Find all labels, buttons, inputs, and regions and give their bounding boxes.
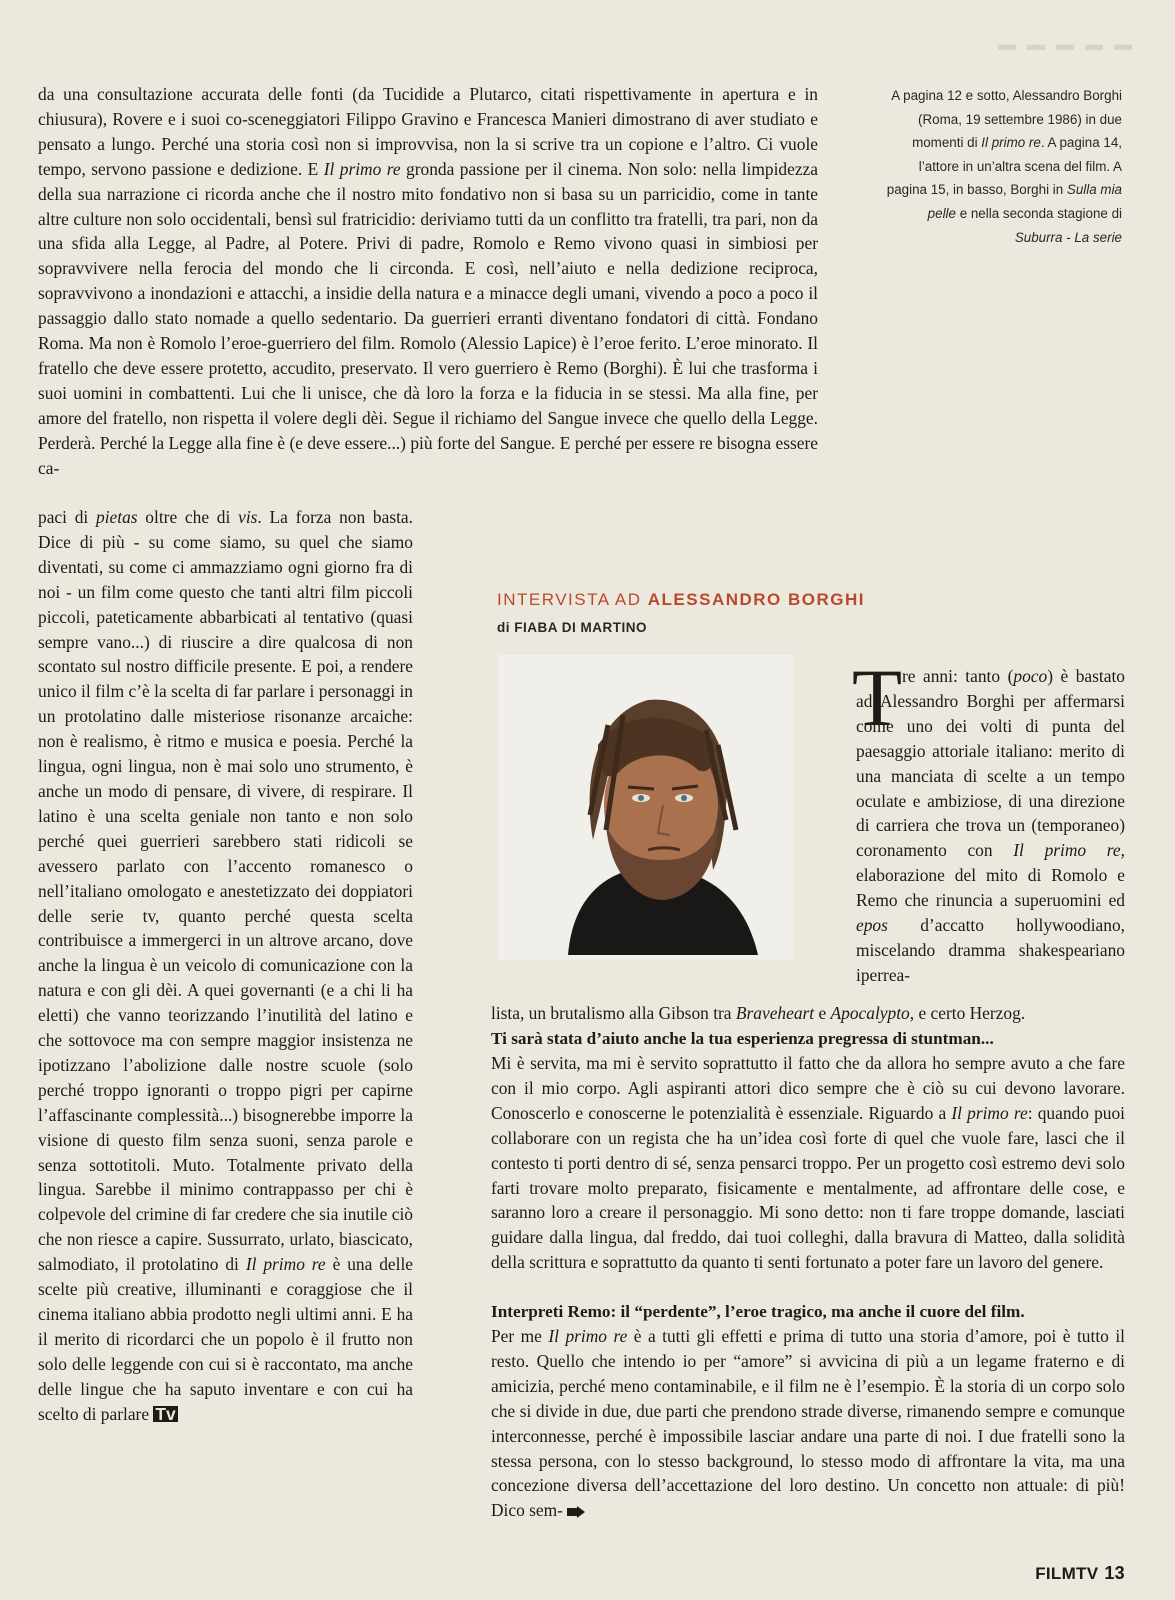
text-run: gronda passione per il cinema. Non solo: nella limpidezza della sua narrazione ci ricorda anche che il nostro mito fondativo non si basa su un parricidio, come in tante altre culture non solo occidentali, bensì sul fratricidio: deriviamo tutti da un conflitto tra fratelli, tra pari, non da una sfida alla Legge, al Padre, al Potere. Privi di padre, Romolo e Remo vivono quasi in simbiosi per sopravvivere nella ferocia del mondo che li circonda. E così, nell’aiuto e nella dedizione reciproca, sopravvivono a inondazioni e attacchi, a insidie della natura e a minacce degli umani, vivendo a poco a poco il passaggio dallo stato nomade a quello sedentario. Da guerrieri erranti diventano fondatori di città. Fondano Roma. Ma non è Romolo l’eroe-guerriero del film. Romolo (Alessio Lapice) è l’eroe ferito. L’eroe minorato. Il fratello che deve essere protetto, accudito, preservato. Il vero guerriero è Remo (Borghi). È lui che trasforma i suoi uomini in combattenti. Lui che li unisce, che dà loro la forza e la fiducia in se stessi. Ma alla fine, per amore del fratello, non rispetta il volere degli dèi. Segue il richiamo del Sangue invece che quello della Legge. Perderà. Perché la Legge alla fine è (e deve essere...) più forte del Sangue. E perché per essere re bisogna essere ca- — [38, 158, 818, 478]
end-mark-icon: Tv — [155, 1403, 176, 1424]
continue-arrow-icon — [567, 1506, 585, 1518]
film-title: Il primo re — [245, 1254, 326, 1275]
caption-text: A pagina 12 e sotto, Alessandro Borghi (Roma, 19 settembre 1986) in due momenti di — [891, 88, 1122, 151]
latin-word: pietas — [96, 507, 138, 527]
caption-text: e nella seconda stagione di — [955, 205, 1122, 221]
text-run: : quando puoi collaborare con un regista che ha un’idea così forte di quel che vuole fare, lasci che il contesto ti porti dentro di sé, senza pensarci troppo. Per un progetto così estremo devi solo farti trovare molto preparato, fisicamente e mentalmente, ad affrontare delle cose, e saranno loro a creare il personaggio. Mi sono detto: non ti fare troppe domande, lasciati guidare dalla lingua, dal freddo, dai tuoi colleghi, dalla bravura di Matteo, dalla solidità della scrittura e soprattutto da quanto ti senti fortunato a poter fare un lavoro del genere. — [491, 1102, 1125, 1273]
text-run: d’accatto hollywoodiano, miscelando dramma shakespeariano iperrea- — [856, 915, 1125, 985]
latin-word: vis — [238, 507, 258, 527]
page-number: 13 — [1104, 1563, 1125, 1583]
article-paragraph-left — [38, 505, 413, 1427]
film-title: Braveheart — [735, 1003, 815, 1023]
article-paragraph-top — [38, 82, 818, 481]
interview-kicker: INTERVISTA AD — [497, 590, 642, 609]
film-title: Il primo re — [548, 1326, 628, 1346]
interview-question: Interpreti Remo: il “perdente”, l’eroe tragico, ma anche il cuore del film. — [491, 1302, 1025, 1321]
interview-intro — [856, 664, 1125, 988]
emphasis: poco — [1013, 666, 1048, 686]
text-run: . La forza non basta. Dice di più - su come siamo, su quel che siamo diventati, su come ci ammazziamo ogni giorno fra di noi - un film come questo che tanti altri film piccoli piccoli, pateticamente abbarbicati al tentativo (quasi sempre vano...) di riuscire a dire qualcosa di non scontato sul nostro difficile presente. E poi, a rendere unico il film c’è la scelta di far parlare i personaggi in un protolatino dalle misteriose risonanze arcaiche: non è realismo, è ritmo e musica e poesia. Perché la lingua, ogni lingua, non è mai solo uno strumento, è anche un modo di pensare, di vivere, di respirare. Il latino è una scelta geniale non tanto e non solo perché quei guerrieri sarebbero stati ridicoli se avessero parlato con l’accento romanesco o nell’italiano omologato e anestetizzato dei doppiatori delle serie tv, quanto perché questa scelta contribuisce a immergerci in un altrove arcano, dove anche la lingua è un veicolo di comunicazione con la natura e con gli dèi. A quei governanti (e a chi li ha eletti) che vanno teorizzando l’inutilità del latino e che sottovoce ma con sempre maggior insistenza ne ipotizzano l’abolizione dalle nostre scuole (solo perché troppo ignoranti o troppo pigri per capirne l’affascinante complessità...) bisognerebbe imporre la visione di questo film senza suoni, senza parole e senza sottotitoli. Muto. Totalmente privato della lingua. Sarebbe il minimo contrappasso per chi è colpevole del crimine di far credere che sia inutile ciò che non riesce a capire. Sussurrato, urlato, biascicato, salmodiato, il protolatino di — [38, 507, 414, 1275]
film-title: Sulla mia pelle — [927, 182, 1122, 221]
text-run: oltre che di — [137, 507, 239, 527]
text-run: , e certo Herzog. — [909, 1003, 1026, 1023]
text-run: re anni: tanto ( — [902, 666, 1014, 686]
film-title: Il primo re — [323, 158, 401, 179]
interviewee-name: ALESSANDRO BORGHI — [647, 590, 865, 609]
magazine-brand: FILMTV — [1035, 1564, 1099, 1583]
interview-answer — [491, 1051, 1125, 1275]
interview-question: Ti sarà stata d’aiuto anche la tua esperienza pregressa di stuntman... — [491, 1029, 994, 1048]
interview-answer — [491, 1324, 1125, 1523]
portrait-photo — [498, 655, 793, 960]
film-title: Apocalypto — [830, 1003, 910, 1023]
text-run: è a tutti gli effetti e prima di tutto una storia d’amore, poi è tutto il resto. Quello che intendo io per “amore” si avvicina di più a un legame fraterno e di amicizia, perché meno contaminabile, e il film ne è l’esempio. È la storia di un corpo solo che si divide in due, due parti che prendono strade diverse, rimanendo sempre e comunque interconnesse, perché è impossibile lasciar andare una parte di noi. I due fratelli sono la stessa persona, con lo stesso background, lo stesso modo di affrontare la vita, ma una concezione diversa dell’accettazione del loro destino. Un concetto non attuale: di più! Dico sem- — [491, 1326, 1125, 1521]
text-run: Mi è servita, ma mi è servito soprattutto il fatto che da allora ho sempre avuto a che fare con il mio corpo. Agli aspiranti attori dico sempre che è ciò su cui devono lavorare. Conoscerlo e conoscerne le potenzialità è essenziale. Riguardo a — [491, 1053, 1125, 1123]
page-folio — [1035, 1563, 1125, 1584]
photo-caption — [882, 84, 1122, 249]
film-title: Il primo re — [981, 135, 1041, 151]
text-run: paci di — [38, 507, 96, 527]
series-title: Suburra - La serie — [1014, 229, 1122, 245]
text-run: Per me — [491, 1326, 549, 1346]
text-run: , elaborazione del mito di Romolo e Remo che rinuncia a superuomini ed — [856, 840, 1125, 911]
faint-running-header: ▬ ▬ ▬ ▬ ▬ — [997, 34, 1135, 54]
film-title: Il primo re — [1013, 840, 1121, 861]
portrait-illustration — [498, 655, 793, 960]
byline: di FIABA DI MARTINO — [497, 620, 647, 635]
interview-intro-continued — [491, 1001, 1125, 1026]
film-title: Il primo re — [951, 1102, 1028, 1123]
text-run: ) è bastato ad Alessandro Borghi per affermarsi come uno dei volti di punta del paesaggio attoriale italiano: merito di una manciata di scelte a un tempo oculate e ambiziose, di una direzione di carriera che trova un (temporaneo) coronamento con — [856, 666, 1125, 861]
text-run: lista, un brutalismo alla Gibson tra — [491, 1003, 736, 1023]
text-run: è una delle scelte più creative, illuminanti e coraggiose che il cinema italiano abbia prodotto negli ultimi anni. E ha il merito di ricordarci che un popolo è il frutto non solo delle leggende con cui si è raccontato, ma anche delle lingue che ha saputo inventare e con cui ha scelto di parlare — [38, 1254, 414, 1424]
interview-heading — [497, 590, 865, 610]
caption-text: . A pagina 14, l’attore in un’altra scena del film. A pagina 15, in basso, Borghi in — [886, 135, 1122, 198]
text-run: e — [814, 1003, 831, 1023]
drop-cap: T — [852, 652, 903, 743]
emphasis: epos — [856, 915, 888, 936]
text-run: da una consultazione accurata delle fonti (da Tucidide a Plutarco, citati rispettivamente in apertura e in chiusura), Rovere e i suoi co-sceneggiatori Filippo Gravino e Francesca Manieri dimostrano di aver studiato e pensato a lungo. Perché una storia così non si improvvisa, non la si scrive tra un copione e l’altro. Ci vuole tempo, servono passione e dedizione. E — [38, 84, 818, 179]
